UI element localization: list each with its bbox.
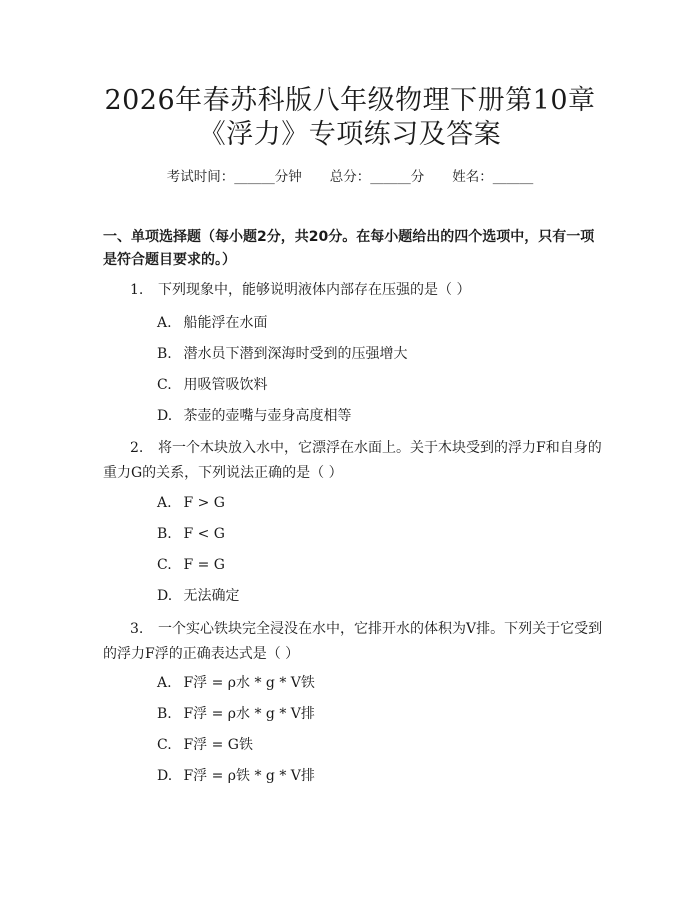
option-text: F < G bbox=[183, 526, 225, 542]
option-text: 用吸管吸饮料 bbox=[183, 377, 268, 393]
option-letter: B. bbox=[157, 706, 172, 722]
option-1b bbox=[157, 343, 407, 365]
student-name-field: 姓名：______ bbox=[452, 169, 534, 185]
option-2c bbox=[157, 554, 225, 576]
question-text-line-1: 一个实心铁块完全浸没在水中，它排开水的体积为V排。下列关于它受到 bbox=[158, 621, 603, 637]
option-text: F = G bbox=[183, 557, 225, 573]
option-text: F浮 = ρ水 * g * V铁 bbox=[183, 675, 315, 691]
option-3d bbox=[157, 765, 315, 787]
section-heading-line-1: 一、单项选择题（每小题2分，共20分。在每小题给出的四个选项中，只有一项 bbox=[103, 229, 595, 245]
option-letter: D. bbox=[157, 768, 173, 784]
option-text: F > G bbox=[183, 495, 225, 511]
option-letter: A. bbox=[157, 495, 172, 511]
total-score-field: 总分：______分 bbox=[329, 169, 425, 185]
option-1a bbox=[157, 312, 267, 334]
option-3a bbox=[157, 672, 315, 694]
question-number: 1. bbox=[130, 282, 144, 298]
exam-meta bbox=[0, 166, 700, 188]
option-letter: A. bbox=[157, 675, 172, 691]
option-text: 船能浮在水面 bbox=[183, 315, 268, 331]
option-1c bbox=[157, 374, 267, 396]
question-number: 3. bbox=[130, 621, 144, 637]
option-letter: C. bbox=[157, 557, 172, 573]
section-heading bbox=[103, 226, 603, 272]
option-3b bbox=[157, 703, 315, 725]
option-letter: D. bbox=[157, 408, 173, 424]
page-title-line-1: 2026年春苏科版八年级物理下册第10章 bbox=[104, 85, 596, 116]
option-text: F浮 = G铁 bbox=[183, 737, 253, 753]
option-letter: A. bbox=[157, 315, 172, 331]
option-letter: D. bbox=[157, 588, 173, 604]
page-title-line-2: 《浮力》专项练习及答案 bbox=[198, 119, 502, 150]
option-letter: B. bbox=[157, 346, 172, 362]
option-letter: B. bbox=[157, 526, 172, 542]
question-number: 2. bbox=[130, 440, 144, 456]
option-text: 无法确定 bbox=[183, 588, 240, 604]
question-text-line-2: 重力G的关系，下列说法正确的是（ ） bbox=[103, 465, 343, 481]
option-3c bbox=[157, 734, 253, 756]
option-letter: C. bbox=[157, 377, 172, 393]
option-text: F浮 = ρ水 * g * V排 bbox=[183, 706, 315, 722]
option-letter: C. bbox=[157, 737, 172, 753]
question-text: 下列现象中，能够说明液体内部存在压强的是（ ） bbox=[158, 282, 471, 298]
option-1d bbox=[157, 405, 351, 427]
option-text: 潜水员下潜到深海时受到的压强增大 bbox=[183, 346, 408, 362]
option-2d bbox=[157, 585, 239, 607]
option-2b bbox=[157, 523, 225, 545]
question-3 bbox=[103, 617, 603, 667]
option-text: F浮 = ρ铁 * g * V排 bbox=[183, 768, 315, 784]
question-text-line-1: 将一个木块放入水中，它漂浮在水面上。关于木块受到的浮力F和自身的 bbox=[158, 440, 602, 456]
option-text: 茶壶的壶嘴与壶身高度相等 bbox=[183, 408, 352, 424]
option-2a bbox=[157, 492, 225, 514]
section-heading-line-2: 是符合题目要求的。） bbox=[103, 252, 236, 268]
question-text-line-2: 的浮力F浮的正确表达式是（ ） bbox=[103, 646, 300, 662]
question-1 bbox=[103, 278, 603, 303]
exam-time-field: 考试时间：______分钟 bbox=[166, 169, 302, 185]
question-2 bbox=[103, 436, 603, 486]
